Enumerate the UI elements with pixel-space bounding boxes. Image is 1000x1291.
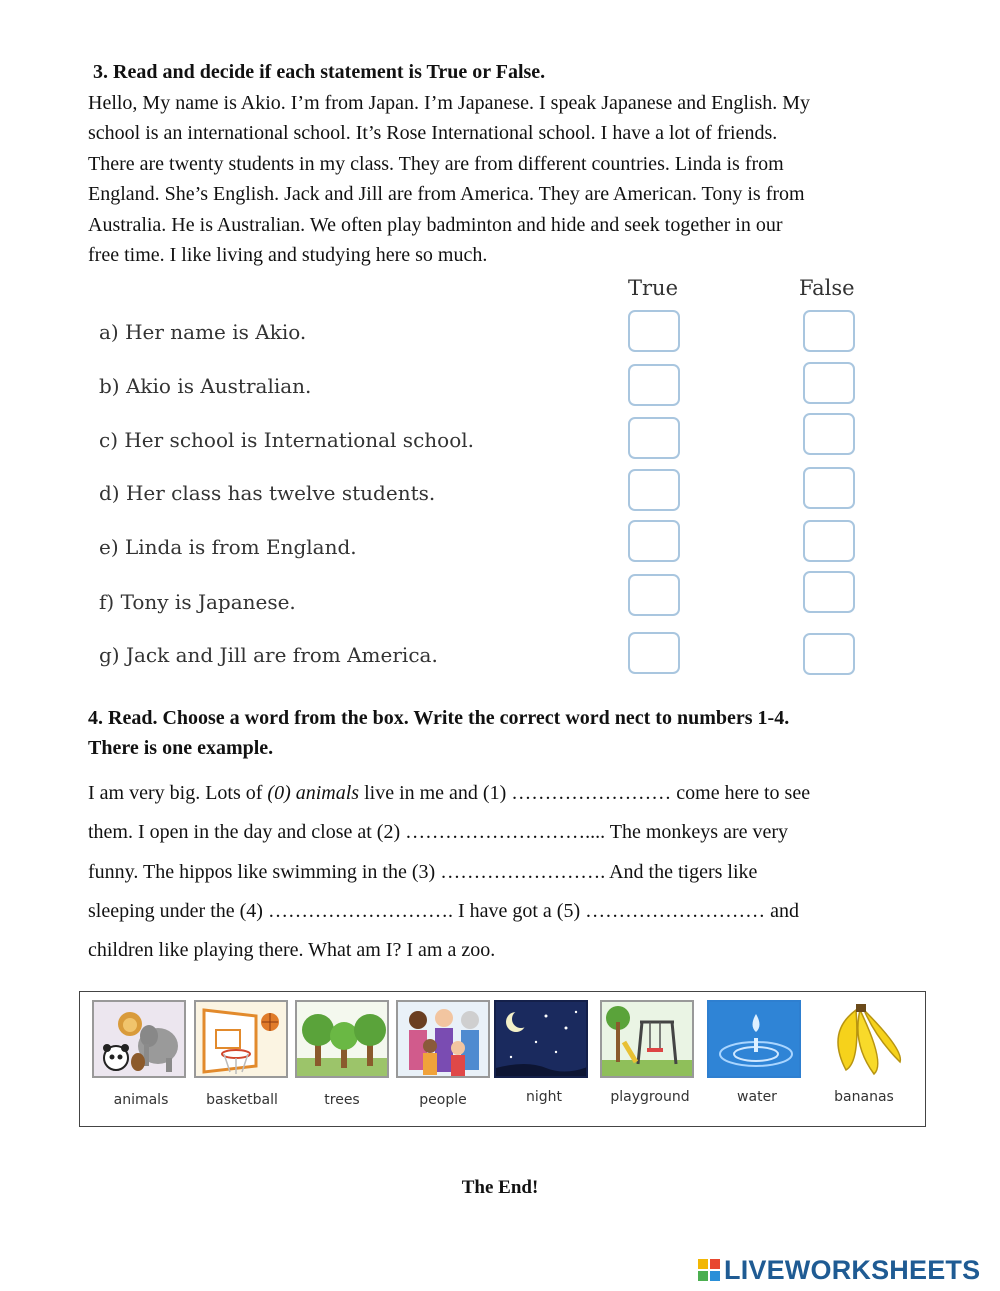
elephant-panda-lion-icon [94, 1002, 186, 1078]
moon-stars-icon [496, 1002, 588, 1078]
section4-heading-line: There is one example. [88, 737, 274, 759]
swing-slide-icon [602, 1002, 694, 1078]
basketball-picture [194, 1000, 288, 1078]
passage-line: school is an international school. It’s Rose International school. I have a lot of friends. [88, 122, 778, 145]
answer-true-c[interactable] [628, 417, 680, 459]
answer-true-e[interactable] [628, 520, 680, 562]
passage-line: Australia. He is Australian. We often play badminton and hide and seek together in our [88, 213, 783, 236]
logo-mark-icon [698, 1259, 720, 1281]
statement-f: f) Tony is Japanese. [99, 590, 296, 614]
word-label: trees [324, 1092, 360, 1108]
false-column-header: False [799, 276, 855, 300]
passage-line: England. She’s English. Jack and Jill are from America. They are American. Tony is from [88, 183, 805, 206]
trees-picture [295, 1000, 389, 1078]
cloze-text: live in me and (1) …………………… come here to see [359, 782, 811, 804]
statement-g: g) Jack and Jill are from America. [99, 643, 438, 667]
cloze-line: sleeping under the (4) ………………………. I have got a (5) ……………………… and [88, 899, 799, 922]
statement-a: a) Her name is Akio. [99, 320, 307, 344]
the-end-text: The End! [461, 1177, 539, 1198]
cloze-text: I am very big. Lots of [88, 782, 268, 804]
cloze-line: them. I open in the day and close at (2) ……………………….... The monkeys are very [88, 821, 789, 844]
word-label: playground [610, 1089, 690, 1105]
statement-d: d) Her class has twelve students. [99, 481, 436, 505]
animals-picture [92, 1000, 186, 1078]
word-label: water [737, 1089, 777, 1105]
passage-line: There are twenty students in my class. They are from different countries. Linda is from [88, 152, 784, 175]
section3-heading: 3. Read and decide if each statement is True or False. [93, 61, 546, 83]
answer-false-a[interactable] [803, 310, 855, 352]
answer-true-d[interactable] [628, 469, 680, 511]
answer-true-a[interactable] [628, 310, 680, 352]
answer-true-g[interactable] [628, 632, 680, 674]
passage-line: Hello, My name is Akio. I’m from Japan. I’m Japanese. I speak Japanese and English. My [88, 92, 811, 114]
true-column-header: True [628, 276, 678, 300]
statement-e: e) Linda is from England. [99, 535, 357, 559]
family-icon [398, 1002, 490, 1078]
cloze-line: children like playing there. What am I? I am a zoo. [88, 939, 496, 962]
reading-passage [88, 88, 918, 270]
section4-heading [88, 703, 928, 763]
playground-picture [600, 1000, 694, 1078]
water-picture [707, 1000, 801, 1078]
answer-false-b[interactable] [803, 362, 855, 404]
word-label: people [419, 1092, 467, 1108]
basketball-hoop-icon [196, 1002, 288, 1078]
banana-icon [816, 1002, 908, 1078]
liveworksheets-logo [698, 1255, 980, 1285]
cloze-line: funny. The hippos like swimming in the (3) ……………………. And the tigers like [88, 860, 758, 883]
answer-true-f[interactable] [628, 574, 680, 616]
cloze-passage [88, 774, 928, 970]
statement-b: b) Akio is Australian. [99, 374, 312, 398]
night-picture [494, 1000, 588, 1078]
word-label: basketball [206, 1092, 278, 1108]
bananas-picture [814, 1000, 908, 1078]
section4-heading-line: 4. Read. Choose a word from the box. Write the correct word nect to numbers 1-4. [88, 707, 790, 729]
answer-false-e[interactable] [803, 520, 855, 562]
example-answer: (0) animals [267, 782, 360, 804]
word-label: night [525, 1089, 562, 1105]
statement-c: c) Her school is International school. [99, 428, 474, 452]
people-picture [396, 1000, 490, 1078]
passage-line: free time. I like living and studying here so much. [88, 244, 488, 267]
answer-true-b[interactable] [628, 364, 680, 406]
answer-false-c[interactable] [803, 413, 855, 455]
logo-text: LIVEWORKSHEETS [724, 1254, 981, 1285]
water-drop-icon [709, 1002, 801, 1078]
answer-false-d[interactable] [803, 467, 855, 509]
word-label: animals [113, 1092, 169, 1108]
answer-false-g[interactable] [803, 633, 855, 675]
cloze-line [88, 774, 928, 813]
answer-false-f[interactable] [803, 571, 855, 613]
trees-icon [297, 1002, 389, 1078]
word-label: bananas [834, 1089, 894, 1105]
